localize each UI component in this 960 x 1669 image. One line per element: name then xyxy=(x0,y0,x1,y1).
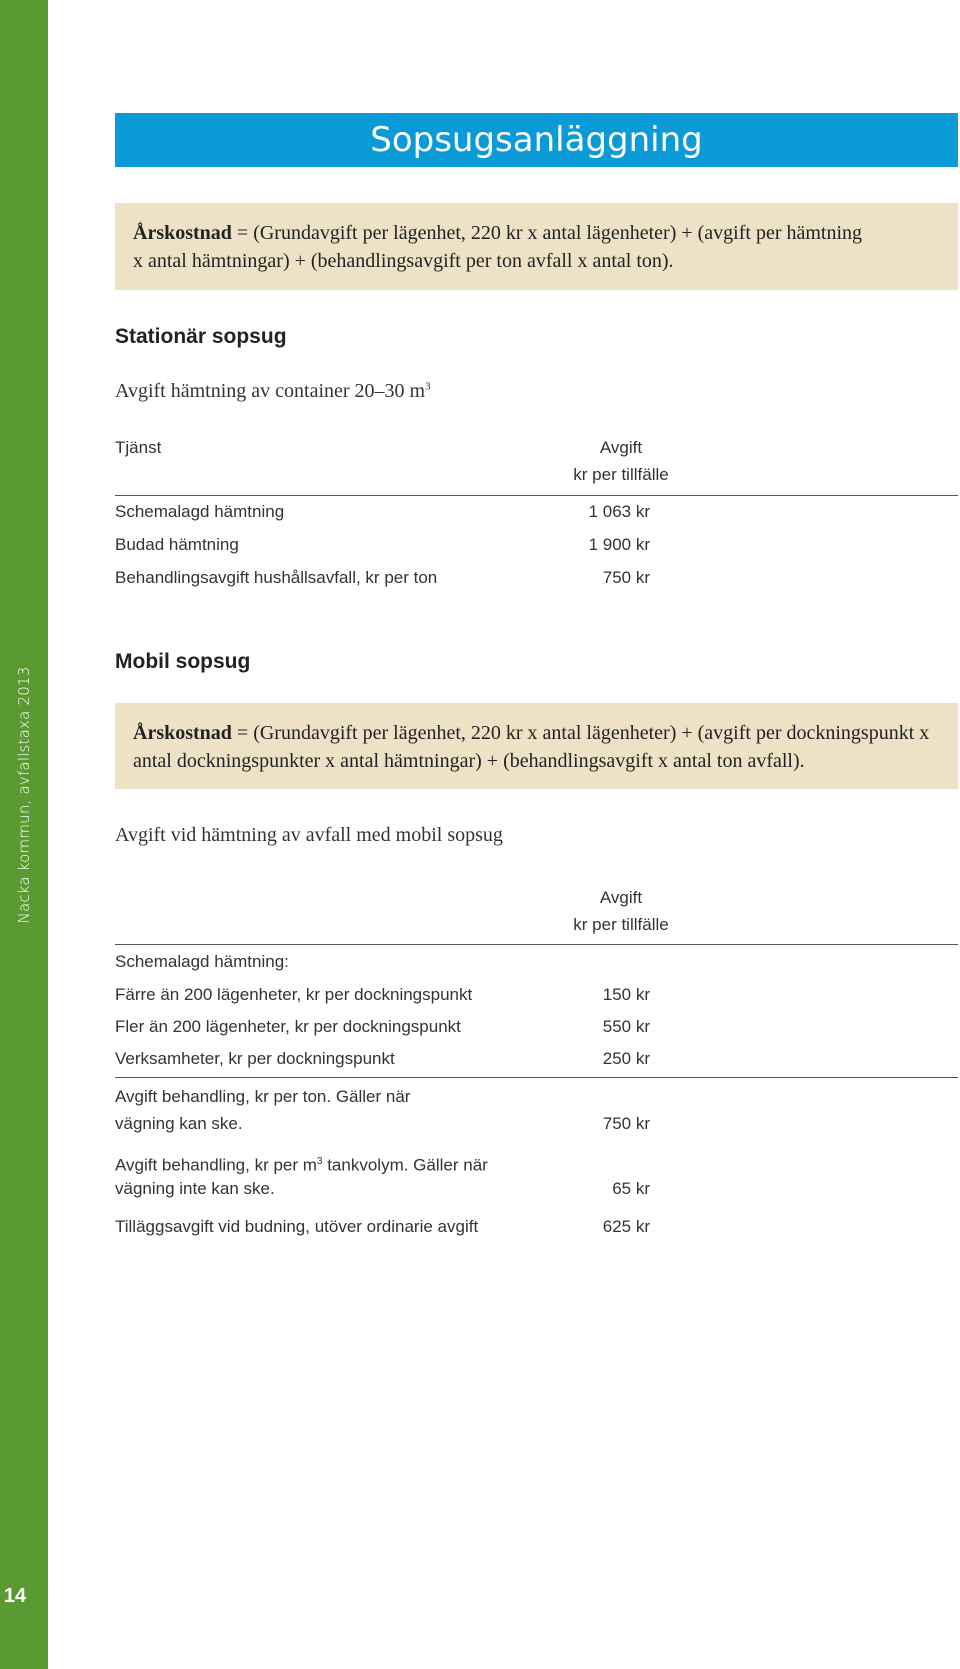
column-header-fee: Avgift xyxy=(599,438,643,457)
table-header-divider xyxy=(115,944,958,945)
table-header-divider xyxy=(115,495,958,496)
column-header-fee-unit: kr per tillfälle xyxy=(573,915,669,934)
annual-cost-formula-stationary xyxy=(115,203,958,290)
table-row-value: 250 kr xyxy=(602,1049,650,1068)
table-row-value: 65 kr xyxy=(612,1179,650,1198)
formula-label: Årskostnad xyxy=(133,222,232,244)
mobile-subtitle: Avgift vid hämtning av avfall med mobil sopsug xyxy=(115,824,503,846)
formula-label: Årskostnad xyxy=(133,722,232,744)
table-row-value: 150 kr xyxy=(602,985,650,1004)
table-row-label-continued: vägning inte kan ske. xyxy=(115,1179,275,1198)
sidebar-vertical-text: Nacka kommun, avfallstaxa 2013 xyxy=(15,666,33,924)
table-row-label: Verksamheter, kr per dockningspunkt xyxy=(115,1049,395,1068)
section-heading-mobile: Mobil sopsug xyxy=(115,650,251,673)
formula-line-1: = (Grundavgift per lägenhet, 220 kr x antal lägenheter) + (avgift per dockningspunkt x xyxy=(231,722,930,744)
formula-line-2: x antal hämtningar) + (behandlingsavgift per ton avfall x antal ton). xyxy=(133,250,674,272)
formula-line-1: = (Grundavgift per lägenhet, 220 kr x antal lägenheter) + (avgift per hämtning xyxy=(231,222,863,244)
sidebar xyxy=(0,0,48,1669)
column-header-fee: Avgift xyxy=(599,888,643,907)
table-row-label-continued: vägning kan ske. xyxy=(115,1114,243,1133)
label-part: Avgift behandling, kr per m xyxy=(115,1155,317,1175)
table-row-label: Fler än 200 lägenheter, kr per dockningspunkt xyxy=(115,1017,461,1036)
table-row-label: Budad hämtning xyxy=(115,535,239,554)
page-number: 14 xyxy=(3,1585,27,1607)
table-row-value: 550 kr xyxy=(602,1017,650,1036)
label-part: tankvolym. Gäller när xyxy=(322,1155,488,1175)
table-row-value: 1 063 kr xyxy=(588,502,650,521)
table-row-label: Avgift behandling, kr per ton. Gäller när xyxy=(115,1087,411,1106)
superscript-3: 3 xyxy=(316,1156,323,1167)
superscript-3: 3 xyxy=(425,380,431,393)
stationary-subtitle-text: Avgift hämtning av container 20–30 m xyxy=(115,380,426,402)
table-row-value: 625 kr xyxy=(602,1217,650,1236)
table-section-divider xyxy=(115,1077,958,1078)
table-group-label: Schemalagd hämtning: xyxy=(115,952,289,971)
table-row-label: Färre än 200 lägenheter, kr per dockningspunkt xyxy=(115,985,473,1004)
table-row-label: Schemalagd hämtning xyxy=(115,502,285,521)
stationary-subtitle xyxy=(115,380,431,403)
table-row-value: 1 900 kr xyxy=(588,535,650,554)
section-heading-stationary: Stationär sopsug xyxy=(115,325,287,348)
table-row-value: 750 kr xyxy=(602,1114,650,1133)
formula-line-2: antal dockningspunkter x antal hämtningar) + (behandlingsavgift x antal ton avfall). xyxy=(133,750,805,772)
table-row-value: 750 kr xyxy=(602,568,650,587)
annual-cost-formula-mobile xyxy=(115,703,958,789)
page-title: Sopsugsanläggning xyxy=(115,113,958,167)
table-row-label: Tilläggsavgift vid budning, utöver ordinarie avgift xyxy=(115,1217,479,1236)
table-row-label: Behandlingsavgift hushållsavfall, kr per ton xyxy=(115,568,438,587)
column-header-service: Tjänst xyxy=(115,438,162,457)
column-header-fee-unit: kr per tillfälle xyxy=(573,465,669,484)
